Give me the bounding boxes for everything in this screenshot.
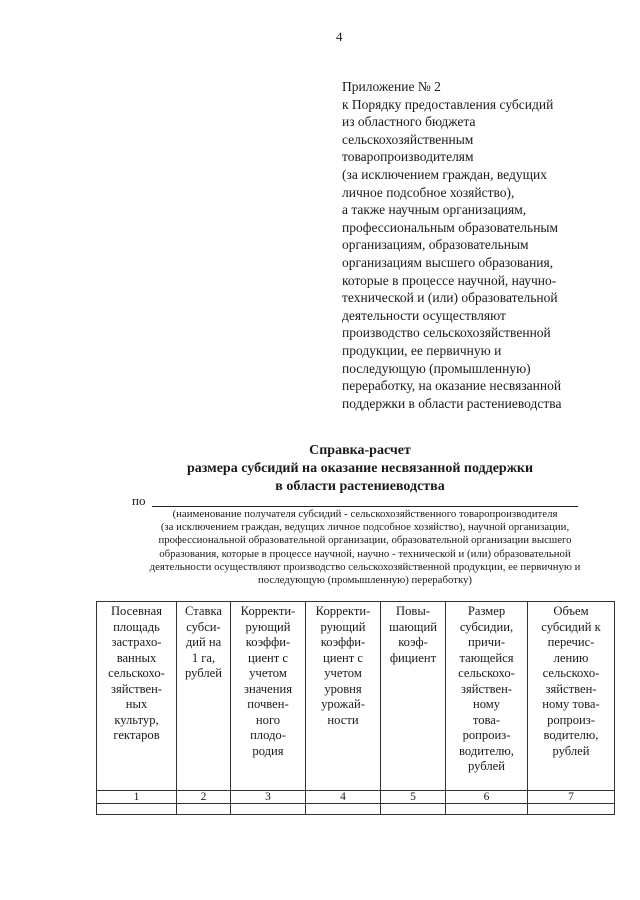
caption-line: (за исключением граждан, ведущих личное подсобное хозяйство), научной организации,: [160, 521, 570, 534]
empty-cell: [306, 804, 381, 815]
col-header-soil-fertility-coefficient: Корректи- рующий коэффи- циент с учетом значения почвен- ного плодо- родия: [231, 602, 306, 791]
title-line: в области растениеводства: [275, 479, 445, 494]
empty-cell: [446, 804, 528, 815]
empty-cell: [97, 804, 177, 815]
column-number: 7: [528, 791, 615, 804]
col-header-transfer-volume: Объем субсидий к перечис- лению сельскохо- зяйствен- ному това- ропроиз- водителю, рублей: [528, 602, 615, 791]
appendix-line: технической и (или) образовательной: [342, 290, 558, 306]
appendix-line: профессиональным образовательным: [342, 219, 559, 235]
column-number: 5: [381, 791, 446, 804]
appendix-line: переработку, на оказание несвязанной: [342, 378, 562, 394]
column-number-row: [97, 791, 615, 804]
empty-cell: [528, 804, 615, 815]
column-number: 3: [231, 791, 306, 804]
col-header-yield-coefficient: Корректи- рующий коэффи- циент с учетом уровня урожай- ности: [306, 602, 381, 791]
recipient-prefix: по: [132, 493, 146, 508]
col-header-sown-area: Посевная площадь застрахо- ванных сельскохо- зяйствен- ных культур, гектаров: [97, 602, 177, 791]
appendix-line: продукции, ее первичную и: [342, 342, 502, 358]
page-number: 4: [336, 29, 343, 44]
appendix-line: а также научным организациям,: [342, 202, 527, 218]
subsidy-calculation-table: [96, 601, 615, 815]
column-number: 1: [97, 791, 177, 804]
appendix-line: (за исключением граждан, ведущих: [342, 166, 547, 182]
title-line: размера субсидий на оказание несвязанной поддержки: [186, 461, 534, 476]
appendix-line: организациям высшего образования,: [342, 254, 554, 270]
col-header-subsidy-amount: Размер субсидии, причи- тающейся сельскохо- зяйствен- ному това- ропроиз- водителю, рублей: [446, 602, 528, 791]
appendix-block: [342, 78, 612, 412]
col-header-increasing-coefficient: Повы- шающий коэф- фициент: [381, 602, 446, 791]
column-number: 2: [177, 791, 231, 804]
document-title: [100, 442, 620, 496]
empty-data-row: [97, 804, 615, 815]
appendix-line: к Порядку предоставления субсидий: [342, 96, 554, 112]
recipient-caption: [95, 508, 635, 587]
appendix-line: производство сельскохозяйственной: [342, 325, 551, 341]
column-number: 4: [306, 791, 381, 804]
caption-line: профессиональной образовательной организации, образовательной организации высшего: [158, 534, 572, 547]
appendix-line: сельскохозяйственным: [342, 131, 474, 147]
empty-cell: [381, 804, 446, 815]
appendix-line: поддержки в области растениеводства: [342, 395, 562, 411]
appendix-line: организациям, образовательным: [342, 237, 529, 253]
appendix-line: личное подсобное хозяйство),: [342, 184, 515, 200]
appendix-line: товаропроизводителям: [342, 149, 474, 165]
caption-line: образования, которые в процессе научной, научно - технической и (или) образовательной: [159, 547, 571, 560]
caption-line: последующую (промышленную) переработку): [257, 574, 473, 587]
empty-cell: [177, 804, 231, 815]
appendix-line: которые в процессе научной, научно-: [342, 272, 557, 288]
appendix-line: деятельности осуществляют: [342, 307, 506, 323]
column-number: 6: [446, 791, 528, 804]
caption-line: (наименование получателя субсидий - сельскохозяйственного товаропроизводителя: [172, 508, 558, 520]
empty-cell: [231, 804, 306, 815]
recipient-fill-line: [152, 506, 578, 507]
title-line: Справка-расчет: [309, 443, 411, 458]
appendix-line: последующую (промышленную): [342, 360, 531, 376]
caption-line: деятельности осуществляют производство сельскохозяйственной продукции, ее первичную и: [149, 560, 581, 573]
col-header-subsidy-rate: Ставка субси- дий на 1 га, рублей: [177, 602, 231, 791]
table-header-row: [97, 602, 615, 791]
appendix-line: Приложение № 2: [342, 79, 441, 94]
appendix-line: из областного бюджета: [342, 114, 476, 130]
